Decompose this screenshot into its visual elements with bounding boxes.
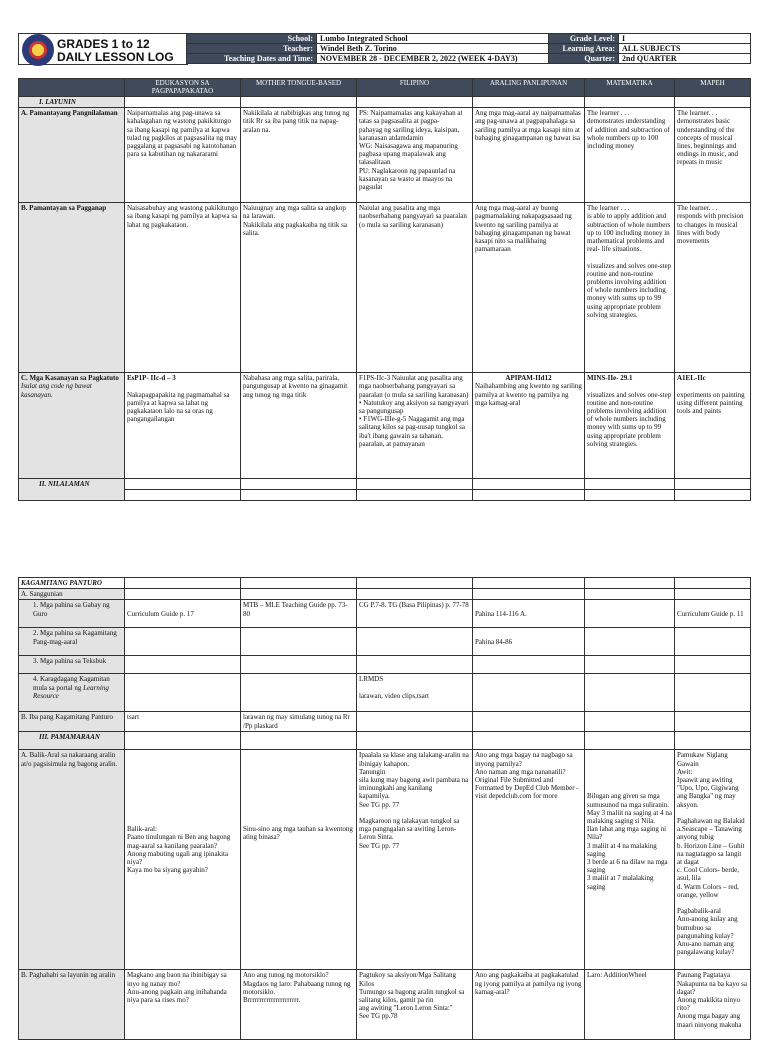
col-header-ap: ARALING PANLIPUNAN xyxy=(473,79,585,97)
quarter-value: 2nd QUARTER xyxy=(619,54,751,64)
code-mapeh: A1EL-IIc xyxy=(677,374,706,383)
cell-r2-ap: Pahina 84-86 xyxy=(473,628,585,656)
cell-b-esp: Naisasabuhay ang wastong pakikitungo sa ibang kasapi ng pamilya at kapwa sa lahat ng pagkakataon. xyxy=(125,203,241,373)
cell-a-mapeh: The learner. . . demonstrates basic understanding of the concepts of musical lines, beginnings and endings in music, and repeats in music xyxy=(675,108,751,203)
corner-header xyxy=(19,79,125,97)
learning-resource-label: Learning Resource xyxy=(33,683,109,700)
quarter-label: Quarter: xyxy=(549,54,619,64)
teacher-value: Windel Beth Z. Torino xyxy=(317,44,549,54)
cell-proc-a-filipino: Ipaalala sa klase ang talakang-aralin na ibinigay kahapon. Tanungin sila kung may bagong awit pambata na iminungkahi ang kanilang kapamilya. See TG pp. 77 Magkaroon ng talakayan tungkol sa mga pangngalan sa awiting Leron-Leron Sinta. See TG pp. 77 xyxy=(357,750,473,970)
cell-b-math: The learner . . . is able to apply addition and subtraction of whole numbers up to 100 including money in mathematical problems and real- life situations. visualizes and solves one-step routine and non-routine problems involving addition of whole numbers including money with sums up to 99 using appropriate problem solving strategies. xyxy=(585,203,675,373)
row-label-teksbuk: 3. Mga pahina sa Teksbuk xyxy=(19,656,125,674)
skill-ap: Naihahambing ang kwento ng sariling pamilya at kwento ng pamilya ng mga kamag-aral xyxy=(475,382,582,407)
teacher-label: Teacher: xyxy=(187,44,317,54)
materials-procedure-table xyxy=(18,577,751,1040)
cell-r1-mtb: MTB – MLE Teaching Guide pp. 73-80 xyxy=(241,600,357,628)
dates-label: Teaching Dates and Time: xyxy=(187,54,317,64)
area-label: Learning Area: xyxy=(549,44,619,54)
cell-b-esp-material: tsart xyxy=(125,712,241,732)
section-pamamaraan: III. PAMAMARAAN xyxy=(19,732,125,750)
grade-value: I xyxy=(619,34,751,44)
cell-b-mapeh: The learner. . . responds with precision to changes in musical lines with body movements xyxy=(675,203,751,373)
cell-proc-a-ap: Ano ang mga bagay na nagbago sa inyong pamilya? Ano naman ang mga nananatili? Original File Submitted and Formatted by DepEd Club Member - visit depedclub.com for more xyxy=(473,750,585,970)
cell-proc-b-math: Laro: AdditionWheel xyxy=(585,970,675,1040)
cell-c-ap xyxy=(473,373,585,479)
row-label-gabay-guro: 1. Mga pahina sa Gabay ng Guro xyxy=(19,600,125,628)
cell-proc-a-math: Bilugan ang given sa mga sumusunod na mga suliranin. May 3 maliit na saging at 4 na malaking saging si Nila. Ilan lahat ang mga saging ni Nila? 3 maliit at 4 na malaking saging 3 berde at 6 na dilaw na mga saging 3 maliit at 7 malalaking saging xyxy=(585,750,675,970)
cell-a-mtb: Nakikilala at nabibigkas ang tunog ng titik Rr sa iba pang titik na napag-aralan na. xyxy=(241,108,357,203)
cell-r1-ap: Pahina 114-116 A. xyxy=(473,600,585,628)
grade-label: Grade Level: xyxy=(549,34,619,44)
cell-b-mtb: Naiuugnay ang mga salita sa angkop na larawan. Nakikilala ang pagkakaiba ng titik sa salita. xyxy=(241,203,357,373)
title-box xyxy=(18,33,188,65)
code-esp: EsP1P- IIc-d – 3 xyxy=(127,374,176,383)
col-header-filipino: FILIPINO xyxy=(357,79,473,97)
cell-a-esp: Naipamamalas ang pag-unawa sa kahalagahan ng wastong pakikitungo sa ibang kasapi ng pamilya at kapwa tulad ng pagkilos at pagsasalita ng may paggalang at pagsasabi ng katotohanan para sa kabutihan ng nakararami xyxy=(125,108,241,203)
cell-c-esp xyxy=(125,373,241,479)
area-value: ALL SUBJECTS xyxy=(619,44,751,54)
karagdagang-label: 4. Karagdagang Kagamitan mula sa portal ng xyxy=(33,675,110,692)
row-label-karagdagang-kagamitan xyxy=(19,674,125,712)
cell-a-filipino: PS: Naipamamalas ang kakayahan at tatas sa pagsasalita at pagpa- pahayag ng sariling ideya, kaisipan, karanasan atdamdamin WG: Naisasagawa ang mapanuring pagbasa upang mapalawak ang talasalitaan PU: Naglakaroon ng papaunlad na kasanayan sa wasto at maayos na pagsulat xyxy=(357,108,473,203)
cell-b-filipino: Naiulat ang pasalita ang mga naobserbahang pangyayari sa paaralan (o mula sa sariling karanasan) xyxy=(357,203,473,373)
school-label: School: xyxy=(187,34,317,44)
col-header-math: MATEMATIKA xyxy=(585,79,675,97)
cell-c-mapeh xyxy=(675,373,751,479)
kasanayan-note: Isulat ang code ng bawat kasanayan. xyxy=(21,382,92,399)
row-label-balik-aral: A. Balik-Aral sa nakaraang aralin at/o pagsisimula ng bagong aralin. xyxy=(19,750,125,970)
skill-mapeh: experiments on painting using different painting tools and paints xyxy=(677,390,745,416)
cell-r1-math xyxy=(585,600,675,628)
cell-proc-a-mtb: Sinu-sino ang mga tauhan sa kwentong ating binasa? xyxy=(241,750,357,970)
cell-proc-a-mapeh: Pamukaw Siglang Gawain Awit: Ipaawit ang awiting "Upo, Upo, Gigiwang ang Bangka" ng may aksyon. Paghahawan ng Balakid a.Seascape – Tanawing anyong tubig b. Horizon Line – Guhit na nagtatagpo sa langit at dagat c. Cool Colors- berde, asul, lila d. Warm Colors – red, orange, yellow Pagbabalik-aral Anu-anong kulay ang bumubuo sa pangunahing kulay? Anu-ano naman ang pangalawang kulay? xyxy=(675,750,751,970)
row-label-sanggunian: A. Sanggunian xyxy=(19,589,125,600)
cell-c-math xyxy=(585,373,675,479)
col-header-mtb: MOTHER TONGUE-BASED xyxy=(241,79,357,97)
school-value: Lumbo Integrated School xyxy=(317,34,549,44)
cell-proc-b-filipino: Pagtukoy sa aksiyon/Mga Salitang Kilos Tumungo sa bagong aralin tungkol sa salitang kilos, gamit pa rin ang awiting "Leron Leron Sinta:" See TG pp.78 xyxy=(357,970,473,1040)
title-line-2: DAILY LESSON LOG xyxy=(57,50,174,64)
cell-a-ap: Ang mga mag-aaral ay naipamamalas ang pag-unawa at pagpapahalaga sa sariling pamilya at mga kasapi nito at bahaging ginagampanan ng bawat isa xyxy=(473,108,585,203)
cell-a-math: The learner . . . demonstrates understanding of addition and subtraction of whole numbers up to 100 including money xyxy=(585,108,675,203)
title-line-1: GRADES 1 to 12 xyxy=(57,37,150,51)
cell-proc-b-esp: Magkano ang baon na ibinibigay sa inyo ng nanay mo? Anu-anong pagkain ang inihahanda niya para sa rises mo? xyxy=(125,970,241,1040)
cell-c-filipino: F1PS-IIc-3 Naiuulat ang pasalita ang mga naobserbahang pangyayari sa paaralan (o mula sa sariling karanasan) • Natutukoy ang aksiyon sa nangyayari sa pangungusap • F1WG-IIIe-g-5 Nagagamit ang mga salitang kilos sa pag-uusap tungkol sa iba't ibang gawain sa tahanan, paaralan, at pamayanan xyxy=(357,373,473,479)
cell-b-ap: Ang mga mag-aaral ay buong pagmamalaking nakapagsasaad ng kwento ng sariling pamilya at bahaging ginagampanan ng bawat kasapi nito sa malikhaing pamamaraan xyxy=(473,203,585,373)
skill-math: visualizes and solves one-step routine and non-routine problems involving addition of whole numbers including money with sums up to 99 using appropriate problem solving strategies. xyxy=(587,390,672,448)
deped-seal-logo xyxy=(22,34,54,66)
cell-proc-b-ap: Ano ang pagkakaiba at pagkakatulad ng iyong pamilya at pamilya ng iyong kamag-aral? xyxy=(473,970,585,1040)
cell-r1-esp: Curriculum Guide p. 17 xyxy=(125,600,241,628)
code-ap: APIPAM-IId12 xyxy=(505,374,552,383)
section-nilalaman: II. NILALAMAN xyxy=(19,479,125,501)
row-label-pamantayang-pangnilalaman: A. Pamantayang Pangnilalaman xyxy=(19,108,125,203)
cell-r4-filipino: LRMDS larawan, video clips,tsart xyxy=(357,674,473,712)
header-table xyxy=(186,33,751,64)
cell-r1-mapeh: Curriculum Guide p. 11 xyxy=(675,600,751,628)
section-layunin: I. LAYUNIN xyxy=(19,97,125,108)
col-header-esp: EDUKASYON SA PAGPAPAPAKATAO xyxy=(125,79,241,97)
section-kagamitan: KAGAMITANG PANTURO xyxy=(19,578,125,589)
skill-mtb: Nababasa ang mga salita, parirala, pangungusap at kwento na ginagamit ang tunog ng mga titik xyxy=(243,374,348,399)
cell-c-mtb xyxy=(241,373,357,479)
objectives-table xyxy=(18,78,751,501)
cell-proc-b-mtb: Ano ang tunog ng motorsiklo? Magdaos ng laro: Pahabaang tunog ng motorsiklo. Brrrrrrrrrrrrrrrrrrrrrr. xyxy=(241,970,357,1040)
row-label-paghahabi: B. Paghahabi sa layunin ng aralin xyxy=(19,970,125,1040)
cell-r1-filipino: CG P.7-8. TG (Basa Pilipinas) p. 77-78 xyxy=(357,600,473,628)
code-math: MINS-IIe- 29.1 xyxy=(587,374,633,383)
dates-value: NOVEMBER 28 - DECEMBER 2, 2022 (WEEK 4-DAY3) xyxy=(317,54,549,64)
cell-b-mtb-material: larawan ng may simulang tunog na Rr /Pp plaskard xyxy=(241,712,357,732)
document-title xyxy=(57,38,174,64)
cell-proc-b-mapeh: Paunang Pagtataya Nakapunta na ba kayo sa dagat? Anong makikita ninyo rito? Anong mga bagay ang maari ninyong makuha xyxy=(675,970,751,1040)
row-label-pamantayan-sa-pagganap: B. Pamantayan sa Pagganap xyxy=(19,203,125,373)
cell-proc-a-esp: Balik-aral: Paano tinulungan ni Ben ang bagong mag-aaral sa kanilang paaralan? Anong mabuting ugali ang ipinakita niya? Kaya mo ba siyang gayahin? xyxy=(125,750,241,970)
row-label-kagamitang-pang-mag-aaral: 2. Mga pahina sa Kagamitang Pang-mag-aaral xyxy=(19,628,125,656)
col-header-mapeh: MAPEH xyxy=(675,79,751,97)
kasanayan-label: C. Mga Kasanayan sa Pagkatuto xyxy=(21,374,119,383)
skill-esp: Nakapagpapakita ng pagmamahal sa pamilya at kapwa sa lahat ng pagkakataon lalo na sa oras ng pangangailangan xyxy=(127,390,230,424)
row-label-iba-pang-kagamitan: B. Iba pang Kagamitang Panturo xyxy=(19,712,125,732)
row-label-kasanayan xyxy=(19,373,125,479)
